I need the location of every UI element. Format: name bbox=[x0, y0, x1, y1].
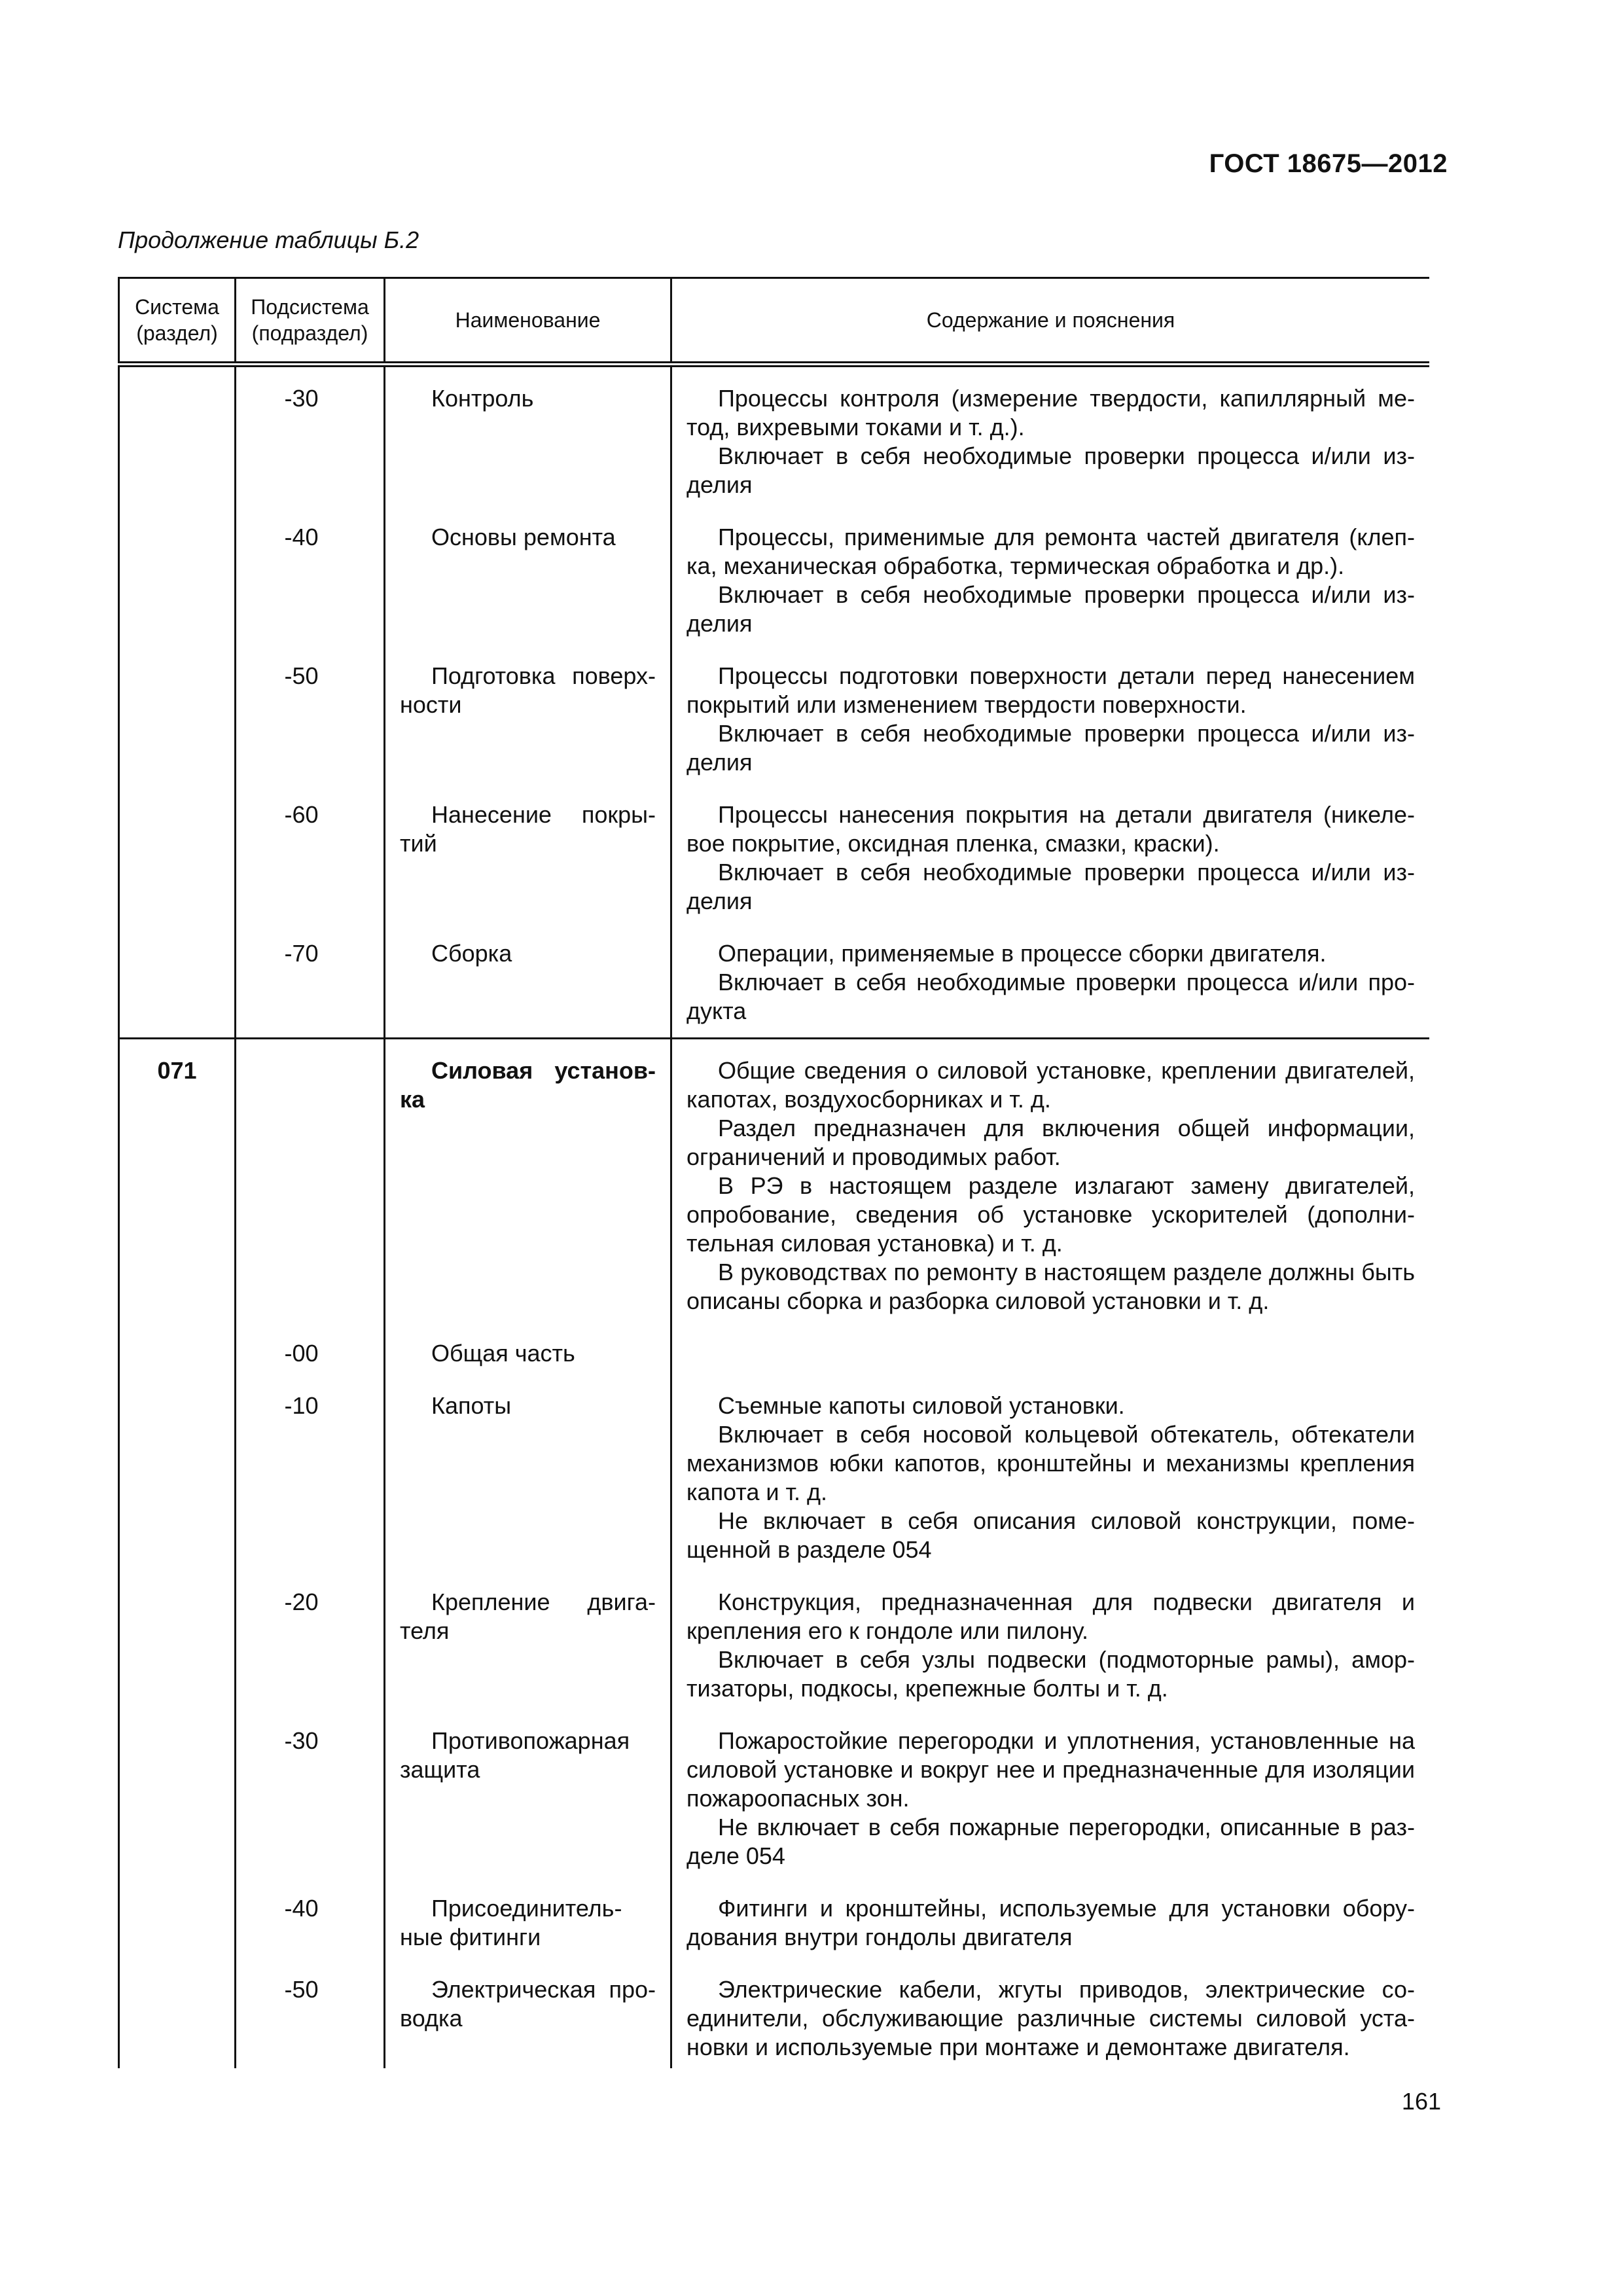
description-paragraph: Процессы подготовки поверхности детали перед нанесением покрытий или изменением твердости поверхности. bbox=[687, 662, 1415, 718]
system-code-cell bbox=[119, 1576, 236, 1715]
item-name-cell bbox=[385, 365, 671, 512]
description-cell bbox=[671, 1715, 1430, 1882]
subsystem-code-cell: -20 bbox=[236, 1576, 385, 1715]
table-body bbox=[119, 365, 1430, 2069]
system-code-cell bbox=[119, 1715, 236, 1882]
subsystem-code-cell: -30 bbox=[236, 365, 385, 512]
item-name-cell bbox=[385, 927, 671, 1039]
subsystem-code-cell: -10 bbox=[236, 1380, 385, 1576]
header-system: Система (раздел) bbox=[119, 279, 236, 365]
document-standard-header: ГОСТ 18675—2012 bbox=[1209, 149, 1448, 178]
system-code-cell bbox=[119, 1380, 236, 1576]
table-row bbox=[119, 365, 1430, 512]
subsystem-code-cell: -00 bbox=[236, 1327, 385, 1380]
system-code-cell bbox=[119, 1964, 236, 2068]
item-name: Основы ремонта bbox=[431, 524, 616, 550]
description-cell bbox=[671, 511, 1430, 650]
item-name-cell bbox=[385, 789, 671, 927]
description-cell bbox=[671, 1380, 1430, 1576]
table-row bbox=[119, 1576, 1430, 1715]
description-cell bbox=[671, 365, 1430, 512]
description-paragraph: В руководствах по ремонту в настоящем разделе должны быть описаны сборка и разборка силовой установки и т. д. bbox=[687, 1259, 1415, 1314]
table-row bbox=[119, 1882, 1430, 1964]
table-row bbox=[119, 1964, 1430, 2068]
description-paragraph: Включает в себя необходимые проверки процесса и/или изделия bbox=[687, 859, 1415, 914]
subsystem-code-cell: -40 bbox=[236, 511, 385, 650]
subsystem-code-cell: -70 bbox=[236, 927, 385, 1039]
description-cell bbox=[671, 1882, 1430, 1964]
description-paragraph: Включает в себя необходимые проверки процесса и/или изделия bbox=[687, 720, 1415, 776]
table-header-row bbox=[119, 279, 1430, 365]
subsystem-code-cell: -50 bbox=[236, 650, 385, 789]
page-number: 161 bbox=[1401, 2088, 1441, 2115]
item-name: Капоты bbox=[431, 1392, 512, 1419]
system-code-cell bbox=[119, 1327, 236, 1380]
item-name: Сборка bbox=[431, 940, 512, 967]
item-name-cell bbox=[385, 1327, 671, 1380]
description-paragraph: Процессы нанесения покрытия на детали двигателя (никелевое покрытие, оксидная пленка, смазки, краски). bbox=[687, 801, 1415, 857]
description-cell bbox=[671, 650, 1430, 789]
description-cell bbox=[671, 927, 1430, 1039]
item-name-cell bbox=[385, 1039, 671, 1328]
table-row bbox=[119, 1715, 1430, 1882]
item-name-cell bbox=[385, 650, 671, 789]
description-paragraph: Пожаростойкие перегородки и уплотнения, установленные на силовой установке и вокруг нее и предназначенные для изоляции пожароопасных зон. bbox=[687, 1727, 1415, 1812]
item-name: Противопожарная защита bbox=[400, 1727, 630, 1783]
item-name: Подготовка поверхности bbox=[400, 662, 656, 718]
header-name: Наименование bbox=[385, 279, 671, 365]
subsystem-code-cell: -60 bbox=[236, 789, 385, 927]
item-name: Нанесение покрытий bbox=[400, 801, 656, 857]
item-name-cell bbox=[385, 1380, 671, 1576]
description-paragraph: Съемные капоты силовой установки. bbox=[718, 1392, 1125, 1419]
system-code-cell bbox=[119, 789, 236, 927]
table-container bbox=[118, 277, 1429, 2068]
description-paragraph: Включает в себя узлы подвески (подмоторные рамы), амортизаторы, подкосы, крепежные болты и т. д. bbox=[687, 1646, 1415, 1702]
description-cell bbox=[671, 789, 1430, 927]
subsystem-code-cell: -30 bbox=[236, 1715, 385, 1882]
table-row bbox=[119, 789, 1430, 927]
table-caption: Продолжение таблицы Б.2 bbox=[118, 226, 419, 253]
description-paragraph: Фитинги и кронштейны, используемые для установки оборудования внутри гондолы двигателя bbox=[687, 1895, 1415, 1950]
subsystem-code-cell bbox=[236, 1039, 385, 1328]
description-paragraph: В РЭ в настоящем разделе излагают замену двигателей, опробование, сведения об установке ускорителей (дополнительная силовая установка) и т. д. bbox=[687, 1172, 1415, 1257]
system-code-cell bbox=[119, 927, 236, 1039]
description-paragraph: Включает в себя необходимые проверки процесса и/или изделия bbox=[687, 581, 1415, 637]
item-name: Присоединительные фитинги bbox=[400, 1895, 622, 1950]
header-description: Содержание и пояснения bbox=[671, 279, 1430, 365]
description-paragraph: Процессы, применимые для ремонта частей двигателя (клепка, механическая обработка, термическая обработка и др.). bbox=[687, 524, 1415, 579]
item-name-cell bbox=[385, 1715, 671, 1882]
subsystem-code-cell: -50 bbox=[236, 1964, 385, 2068]
item-name: Электрическая проводка bbox=[400, 1976, 656, 2032]
system-code-cell: 071 bbox=[119, 1039, 236, 1328]
header-subsystem: Подсистема (подраздел) bbox=[236, 279, 385, 365]
item-name: Силовая установка bbox=[400, 1057, 656, 1113]
description-paragraph: Не включает в себя описания силовой конструкции, помещенной в разделе 054 bbox=[687, 1507, 1415, 1563]
system-code-cell bbox=[119, 365, 236, 512]
description-cell bbox=[671, 1964, 1430, 2068]
description-paragraph: Конструкция, предназначенная для подвески двигателя и крепления его к гондоле или пилону. bbox=[687, 1588, 1415, 1644]
table-row bbox=[119, 927, 1430, 1039]
item-name: Контроль bbox=[431, 385, 534, 412]
table-row bbox=[119, 650, 1430, 789]
description-cell bbox=[671, 1039, 1430, 1328]
description-paragraph: Общие сведения о силовой установке, креплении двигателей, капотах, воздухосборниках и т. д. bbox=[687, 1057, 1415, 1113]
item-name-cell bbox=[385, 511, 671, 650]
system-code-cell bbox=[119, 511, 236, 650]
classification-table bbox=[118, 279, 1429, 2068]
item-name: Общая часть bbox=[431, 1340, 575, 1367]
subsystem-code-cell: -40 bbox=[236, 1882, 385, 1964]
table-row bbox=[119, 511, 1430, 650]
description-paragraph: Раздел предназначен для включения общей информации, ограничений и проводимых работ. bbox=[687, 1115, 1415, 1170]
system-code-cell bbox=[119, 1882, 236, 1964]
item-name-cell bbox=[385, 1576, 671, 1715]
table-row bbox=[119, 1039, 1430, 1328]
description-paragraph: Включает в себя необходимые проверки процесса и/или продукта bbox=[687, 969, 1415, 1024]
table-row bbox=[119, 1380, 1430, 1576]
description-cell bbox=[671, 1327, 1430, 1380]
system-code-cell bbox=[119, 650, 236, 789]
description-paragraph: Операции, применяемые в процессе сборки двигателя. bbox=[718, 940, 1327, 967]
description-paragraph: Включает в себя необходимые проверки процесса и/или изделия bbox=[687, 442, 1415, 498]
table-row bbox=[119, 1327, 1430, 1380]
description-paragraph: Включает в себя носовой кольцевой обтекатель, обтекатели механизмов юбки капотов, кронштейны и механизмы крепления капота и т. д. bbox=[687, 1421, 1415, 1505]
description-paragraph: Процессы контроля (измерение твердости, капиллярный метод, вихревыми токами и т. д.). bbox=[687, 385, 1415, 440]
description-paragraph: Не включает в себя пожарные перегородки, описанные в разделе 054 bbox=[687, 1814, 1415, 1869]
item-name: Крепление двигателя bbox=[400, 1588, 656, 1644]
item-name-cell bbox=[385, 1964, 671, 2068]
description-paragraph: Электрические кабели, жгуты приводов, электрические соединители, обслуживающие различные системы силовой установки и используемые при монтаже и демонтаже двигателя. bbox=[687, 1976, 1415, 2060]
item-name-cell bbox=[385, 1882, 671, 1964]
description-cell bbox=[671, 1576, 1430, 1715]
